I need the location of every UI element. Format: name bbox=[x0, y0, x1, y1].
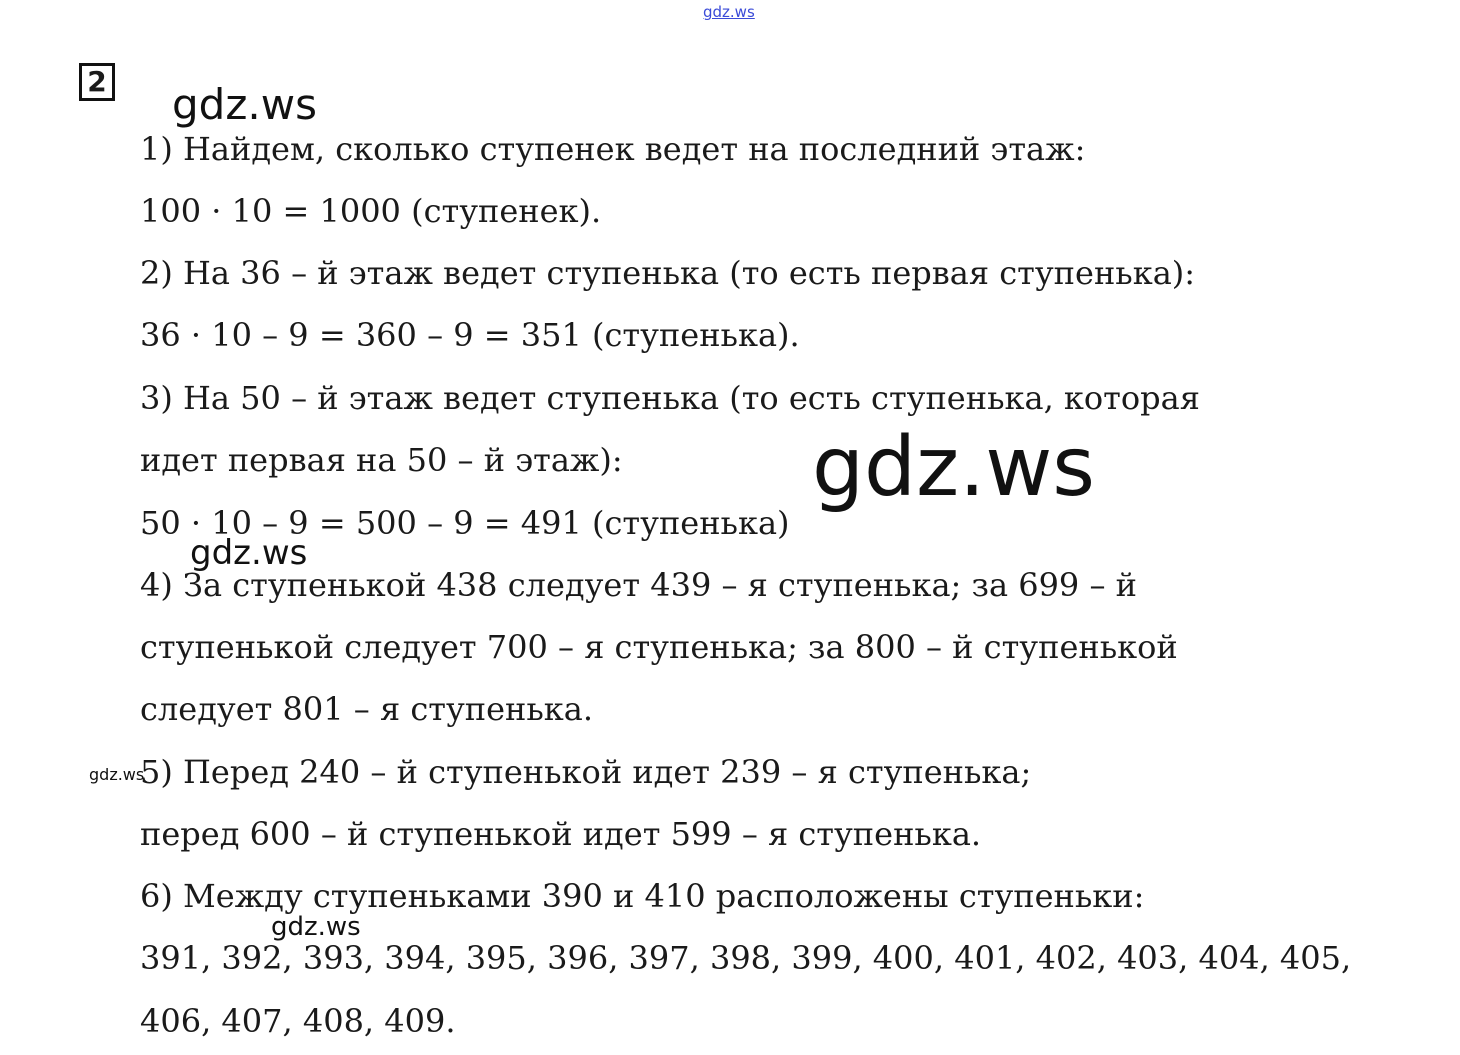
watermark-logo-medium: gdz.ws bbox=[190, 533, 308, 573]
watermark-logo-large: gdz.ws bbox=[812, 420, 1095, 515]
solution-line-13: 6) Между ступеньками 390 и 410 расположены ступеньки: bbox=[140, 877, 1145, 915]
watermark-logo-small: gdz.ws bbox=[89, 765, 145, 784]
solution-line-2: 100 · 10 = 1000 (ступенек). bbox=[140, 192, 602, 230]
solution-line-5: 3) На 50 – й этаж ведет ступенька (то есть ступенька, которая bbox=[140, 379, 1200, 417]
solution-line-4: 36 · 10 – 9 = 360 – 9 = 351 (ступенька). bbox=[140, 316, 800, 354]
solution-line-1: 1) Найдем, сколько ступенек ведет на последний этаж: bbox=[140, 130, 1086, 168]
solution-line-8: 4) За ступенькой 438 следует 439 – я ступенька; за 699 – й bbox=[140, 566, 1137, 604]
solution-line-11: 5) Перед 240 – й ступенькой идет 239 – я ступенька; bbox=[140, 753, 1032, 791]
task-number-box: 2 bbox=[79, 63, 115, 101]
watermark-top-link[interactable]: gdz.ws bbox=[703, 3, 755, 21]
solution-line-12: перед 600 – й ступенькой идет 599 – я ступенька. bbox=[140, 815, 982, 853]
solution-line-9: ступенькой следует 700 – я ступенька; за 800 – й ступенькой bbox=[140, 628, 1178, 666]
solution-line-6: идет первая на 50 – й этаж): bbox=[140, 441, 623, 479]
watermark-logo-bottom: gdz.ws bbox=[271, 912, 361, 942]
watermark-logo: gdz.ws bbox=[172, 80, 317, 129]
solution-line-3: 2) На 36 – й этаж ведет ступенька (то есть первая ступенька): bbox=[140, 254, 1196, 292]
solution-line-7: 50 · 10 – 9 = 500 – 9 = 491 (ступенька) bbox=[140, 504, 790, 542]
solution-line-14: 391, 392, 393, 394, 395, 396, 397, 398, 399, 400, 401, 402, 403, 404, 405, bbox=[140, 939, 1352, 977]
solution-line-10: следует 801 – я ступенька. bbox=[140, 690, 594, 728]
solution-line-15: 406, 407, 408, 409. bbox=[140, 1002, 456, 1040]
